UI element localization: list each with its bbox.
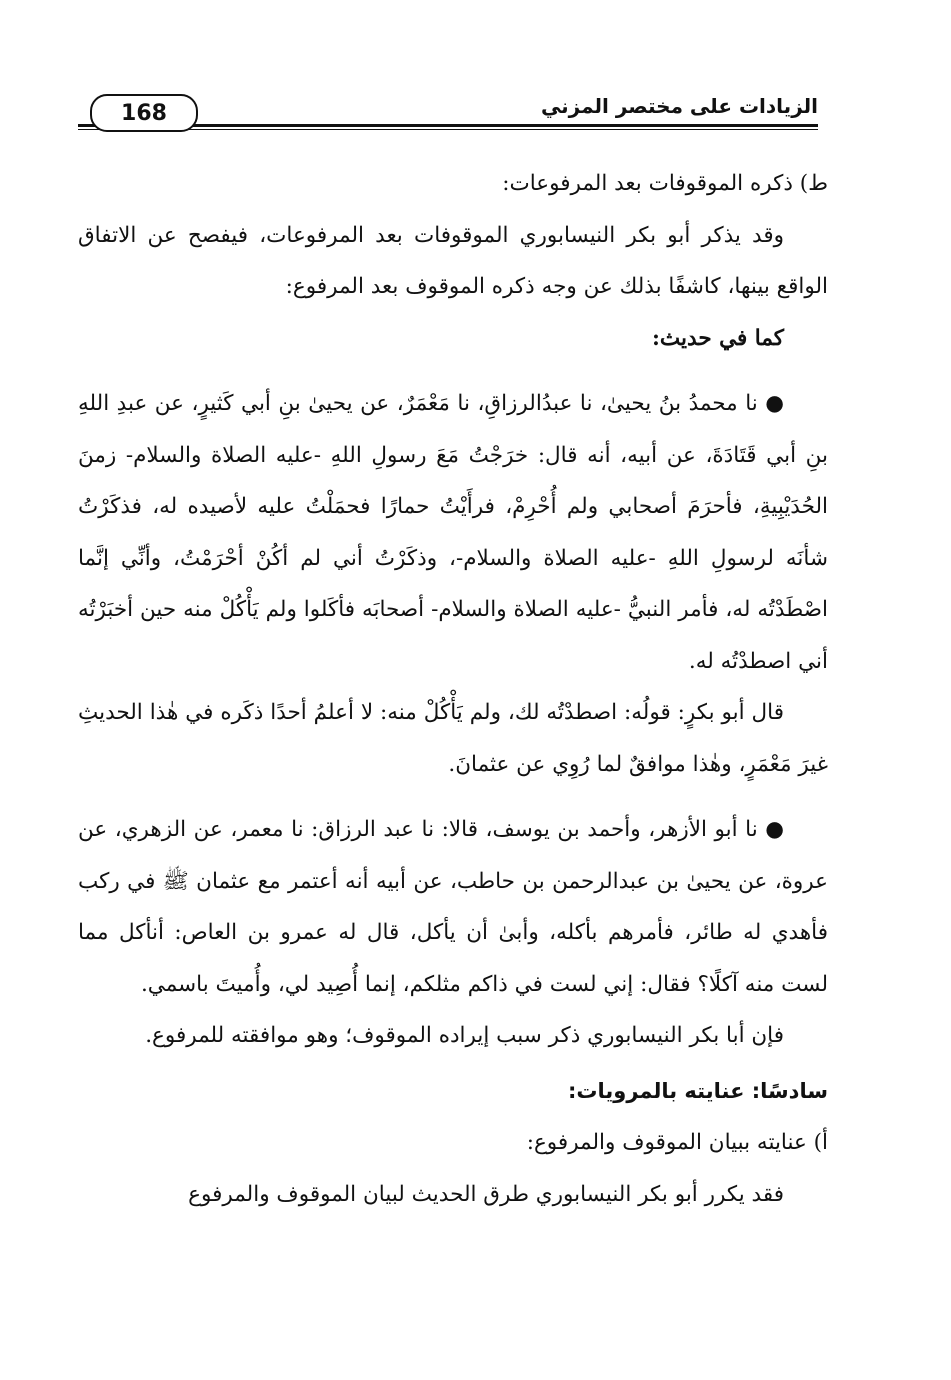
- body-paragraph: فقد يكرر أبو بكر النيسابوري طرق الحديث لبيان الموقوف والمرفوع: [188, 1181, 784, 1207]
- subsection-heading: ط) ذكره الموقوفات بعد المرفوعات:: [502, 171, 828, 196]
- hadith-narration: ● نا أبو الأزهر، وأحمد بن يوسف، قالا: نا عبد الرزاق: نا معمر، عن الزهري، عن عروة، عن يحيىٰ بن عبدالرحمن بن حاطب، عن أبيه أنه أعتمر مع عثمان ﷺ في ركب فأهدي له طائر، فأمرهم بأكله، وأبىٰ أن يأكل، قال له عمرو بن العاص: أنأكل مما لست منه آكلًا؟ فقال: إني لست في ذاكم مثلكم، إنما أُصِيد لي، وأُميتَ باسمي.: [78, 817, 828, 997]
- hadith-narration: ● نا محمدُ بنُ يحيىٰ، نا عبدُالرزاقِ، نا مَعْمَرٌ، عن يحيىٰ بنِ أبي كَثيرٍ، عن عبدِ اللهِ بنِ أبي قَتَادَةَ، عن أبيه، أنه قال: خرَجْتُ مَعَ رسولِ اللهِ -عليه الصلاة والسلام- زمنَ الحُدَيْبِيةِ، فأحرَمَ أصحابي ولم أُحْرِمْ، فرأَيْتُ حمارًا فحمَلْتُ عليه لأصيده له، فذكَرْتُ شأنَه لرسولِ اللهِ -عليه الصلاة والسلام-، وذكَرْتُ أني لم أكُنْ أحْرَمْتُ، وأنِّي إنَّما اصْطَدْتُه له، فأمر النبيُّ -عليه الصلاة والسلام- أصحابَه فأكَلوا ولم يَأْكُلْ منه حين أخبَرْتُه أني اصطدْتُه له.: [78, 391, 828, 674]
- section-heading: سادسًا: عنايته بالمرويات:: [568, 1078, 828, 1103]
- example-intro: كما في حديث:: [652, 325, 784, 351]
- running-title: الزيادات على مختصر المزني: [540, 94, 818, 118]
- body-paragraph: وقد يذكر أبو بكر النيسابوري الموقوفات بعد المرفوعات، فيفصح عن الاتفاق الواقع بينها، كاشفًا بذلك عن وجه ذكره الموقوف بعد المرفوع:: [78, 222, 828, 299]
- subsection-heading: أ) عنايته ببيان الموقوف والمرفوع:: [526, 1130, 828, 1155]
- body-paragraph: فإن أبا بكر النيسابوري ذكر سبب إيراده الموقوف؛ وهو موافقته للمرفوع.: [145, 1023, 784, 1048]
- page-body: [78, 158, 828, 1220]
- commentary-paragraph: قال أبو بكرٍ: قولُه: اصطدْتُه لك، ولم يَأْكُلْ منه: لا أعلمُ أحدًا ذكَره في هٰذا الحديثِ غيرَ مَعْمَرٍ، وهٰذا موافقٌ لما رُوِي عن عثمانَ.: [78, 700, 828, 777]
- page-number: 168: [90, 94, 198, 132]
